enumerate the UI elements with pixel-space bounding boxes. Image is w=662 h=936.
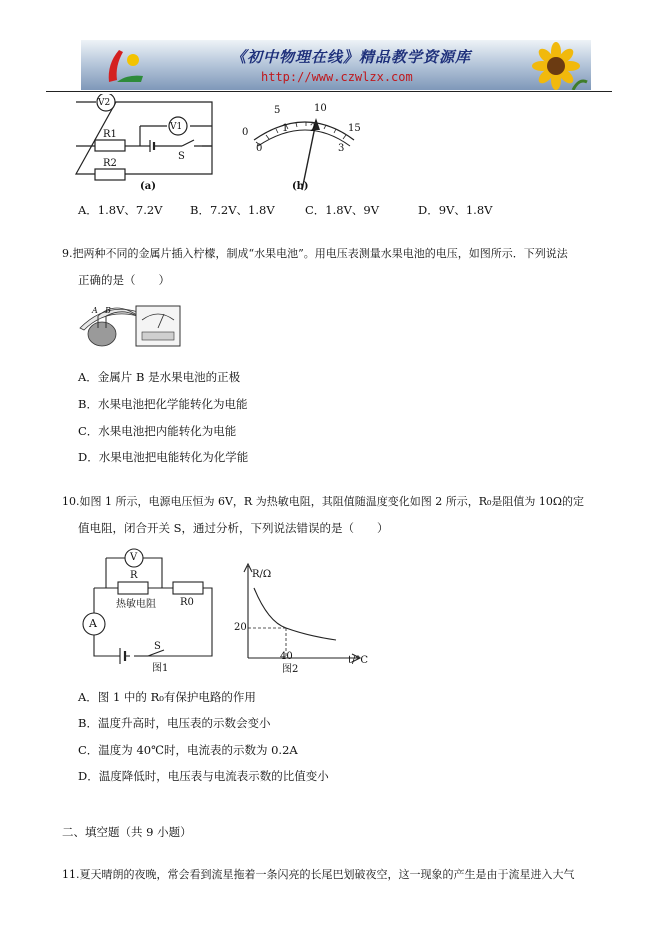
site-url[interactable]: http://www.czwlzx.com [261, 70, 413, 84]
fig1-voltmeter-label: V [130, 552, 138, 563]
electrode-a-label: A [92, 306, 98, 315]
top-tick-1: 5 [274, 105, 281, 116]
top-tick-3: 15 [348, 123, 361, 134]
q9-stem-line2: 正确的是（ ） [78, 273, 170, 287]
q9-option-b: B．水果电池把化学能转化为电能 [78, 397, 248, 411]
fig1-switch-label: S [154, 641, 161, 652]
top-tick-2: 10 [314, 103, 327, 114]
q10-option-a: A．图 1 中的 R₀有保护电路的作用 [78, 690, 256, 704]
q10-option-b: B．温度升高时，电压表的示数会变小 [78, 716, 271, 730]
r2-label: R2 [103, 158, 117, 169]
section-fill-in-title: 二、填空题（共 9 小题） [62, 825, 192, 839]
q10-stem-line2: 值电阻，闭合开关 S，通过分析，下列说法错误的是（ ） [78, 521, 389, 535]
fig-a-caption: (a) [140, 181, 156, 192]
q11-stem-line1: 11.夏天晴朗的夜晚，常会看到流星拖着一条闪亮的长尾巴划破夜空，这一现象的产生是由于流星进入大气 [62, 868, 575, 881]
fig1-r0-label: R0 [180, 597, 194, 608]
site-logo [103, 44, 147, 86]
q10-fig2-graph [234, 560, 374, 678]
q8-circuit-figure [70, 94, 220, 194]
fig1-ammeter-label: A [89, 617, 97, 630]
r1-label: R1 [103, 129, 117, 140]
fig1-thermistor-label: 热敏电阻 [116, 599, 156, 610]
fig1-caption: 图1 [152, 663, 169, 674]
top-tick-0: 0 [242, 127, 249, 138]
bottom-tick-0: 0 [256, 143, 263, 154]
fig2-y-axis-label: R/Ω [252, 569, 272, 580]
bottom-tick-1: 1 [282, 123, 289, 134]
bottom-tick-3: 3 [338, 143, 345, 154]
fig-b-caption: (b) [292, 181, 309, 192]
v1-label: V1 [170, 122, 183, 132]
sunflower-image [521, 42, 591, 90]
q9-option-c: C．水果电池把内能转化为电能 [78, 424, 237, 438]
header-rule [46, 91, 612, 92]
fig2-y-mark: 20 [234, 622, 247, 633]
switch-label: S [178, 151, 185, 162]
q8-option-a: A．1.8V、7.2V [78, 203, 163, 217]
fig2-x-axis-label: t/°C [348, 655, 369, 666]
q8-option-d: D．9V、1.8V [418, 203, 493, 217]
q10-option-c: C．温度为 40℃时，电流表的示数为 0.2A [78, 743, 298, 757]
electrode-b-label: B [105, 306, 111, 315]
q10-stem-line1: 10.如图 1 所示，电源电压恒为 6V，R 为热敏电阻，其阻值随温度变化如图 2 所示，R₀是阻值为 10Ω的定 [62, 495, 584, 508]
q9-fruit-battery-figure [76, 298, 186, 352]
fig2-caption: 图2 [282, 664, 299, 675]
q8-option-b: B．7.2V、1.8V [190, 203, 275, 217]
q10-option-d: D．温度降低时，电压表与电流表示数的比值变小 [78, 769, 329, 783]
q8-meter-figure [236, 100, 366, 196]
bottom-tick-2: 2 [310, 123, 317, 134]
q9-stem-line1: 9.把两种不同的金属片插入柠檬，制成“水果电池”。用电压表测量水果电池的电压，如图所示．下列说法 [62, 247, 568, 260]
q8-option-c: C．1.8V、9V [305, 203, 380, 217]
fig1-r-label: R [130, 570, 138, 581]
v2-label: V2 [98, 98, 111, 108]
q10-fig1-circuit [78, 544, 220, 678]
site-title: 《初中物理在线》精品教学资源库 [231, 48, 472, 66]
fig2-x-mark: 40 [280, 651, 293, 662]
header-banner [81, 40, 591, 90]
q9-option-a: A．金属片 B 是水果电池的正极 [78, 370, 241, 384]
q9-option-d: D．水果电池把电能转化为化学能 [78, 450, 249, 464]
